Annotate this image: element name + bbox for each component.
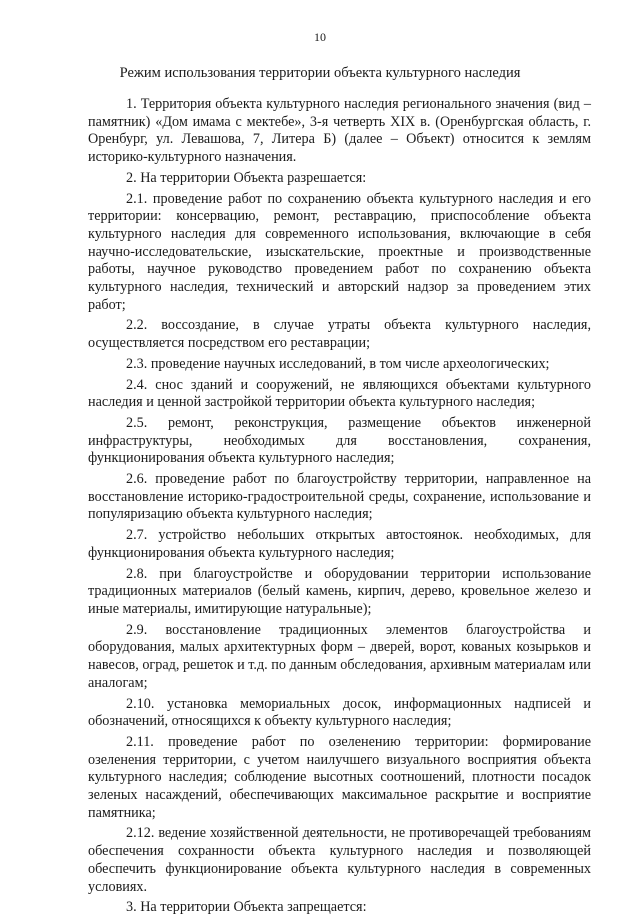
- paragraph-2-10: 2.10. установка мемориальных досок, информационных надписей и обозначений, относящихся к объекту культурного наследия;: [88, 695, 591, 730]
- paragraph-2-5: 2.5. ремонт, реконструкция, размещение объектов инженерной инфраструктуры, необходимых для восстановления, сохранения, функционирования объекта культурного наследия;: [88, 414, 591, 467]
- paragraph-2-2: 2.2. воссоздание, в случае утраты объекта культурного наследия, осуществляется посредством его реставрации;: [88, 317, 591, 352]
- document-body: [88, 96, 591, 920]
- paragraph-2-7: 2.7. устройство небольших открытых автостоянок. необходимых, для функционирования объекта культурного наследия;: [88, 527, 591, 561]
- paragraph-2-9: 2.9. восстановление традиционных элементов благоустройства и оборудования, малых архитектурных форм – дверей, ворот, кованых козырьков и навесов, оград, решеток и т.д. по данным обследования, архивным материалам или аналогам;: [88, 621, 591, 691]
- paragraph-1: 1. Территория объекта культурного наследия регионального значения (вид – памятник) «Дом имама с мектебе», 3-я четверть XIX в. (Оренбургская область, г. Оренбург, ул. Левашова, 7, Литера Б) (далее – Объект) относится к землям историко-культурного назначения.: [88, 96, 591, 166]
- paragraph-3: 3. На территории Объекта запрещается:: [126, 899, 367, 916]
- paragraph-2-3: 2.3. проведение научных исследований, в том числе археологических;: [126, 355, 550, 372]
- paragraph-2-6: 2.6. проведение работ по благоустройству территории, направленное на восстановление историко-градостроительной среды, сохранение, использование и популяризацию объекта культурного наследия;: [88, 471, 591, 523]
- page-number: 10: [314, 30, 326, 44]
- paragraph-2-12: 2.12. ведение хозяйственной деятельности, не противоречащей требованиям обеспечения сохранности объекта культурного наследия и позволяющей обеспечить функционирование объекта культурного наследия в современных условиях.: [88, 825, 591, 895]
- paragraph-2-4: 2.4. снос зданий и сооружений, не являющихся объектами культурного наследия и ценной застройкой территории объекта культурного наследия;: [88, 376, 591, 411]
- paragraph-2-1: 2.1. проведение работ по сохранению объекта культурного наследия и его территории: консервацию, ремонт, реставрацию, приспособление объекта культурного наследия для современного использования, включающие в себя научно-исследовательские, изыскательские, проектные и производственные работы, научное руководство проведением работ по сохранению объекта культурного наследия, технический и авторский надзор за проведением этих работ;: [88, 190, 591, 313]
- paragraph-2-8: 2.8. при благоустройстве и оборудовании территории использование традиционных материалов (белый камень, кирпич, дерево, кровельное железо и иные материалы, имитирующие натуральные);: [88, 565, 591, 617]
- document-title: Режим использования территории объекта культурного наследия: [119, 65, 521, 81]
- paragraph-2: 2. На территории Объекта разрешается:: [126, 169, 367, 186]
- paragraph-2-11: 2.11. проведение работ по озеленению территории: формирование озеленения территории, с учетом наилучшего визуального восприятия объекта культурного наследия; соблюдение высотных соотношений, плотности посадок зеленых насаждений, обеспечивающих максимальное раскрытие и восприятие памятника;: [88, 733, 591, 821]
